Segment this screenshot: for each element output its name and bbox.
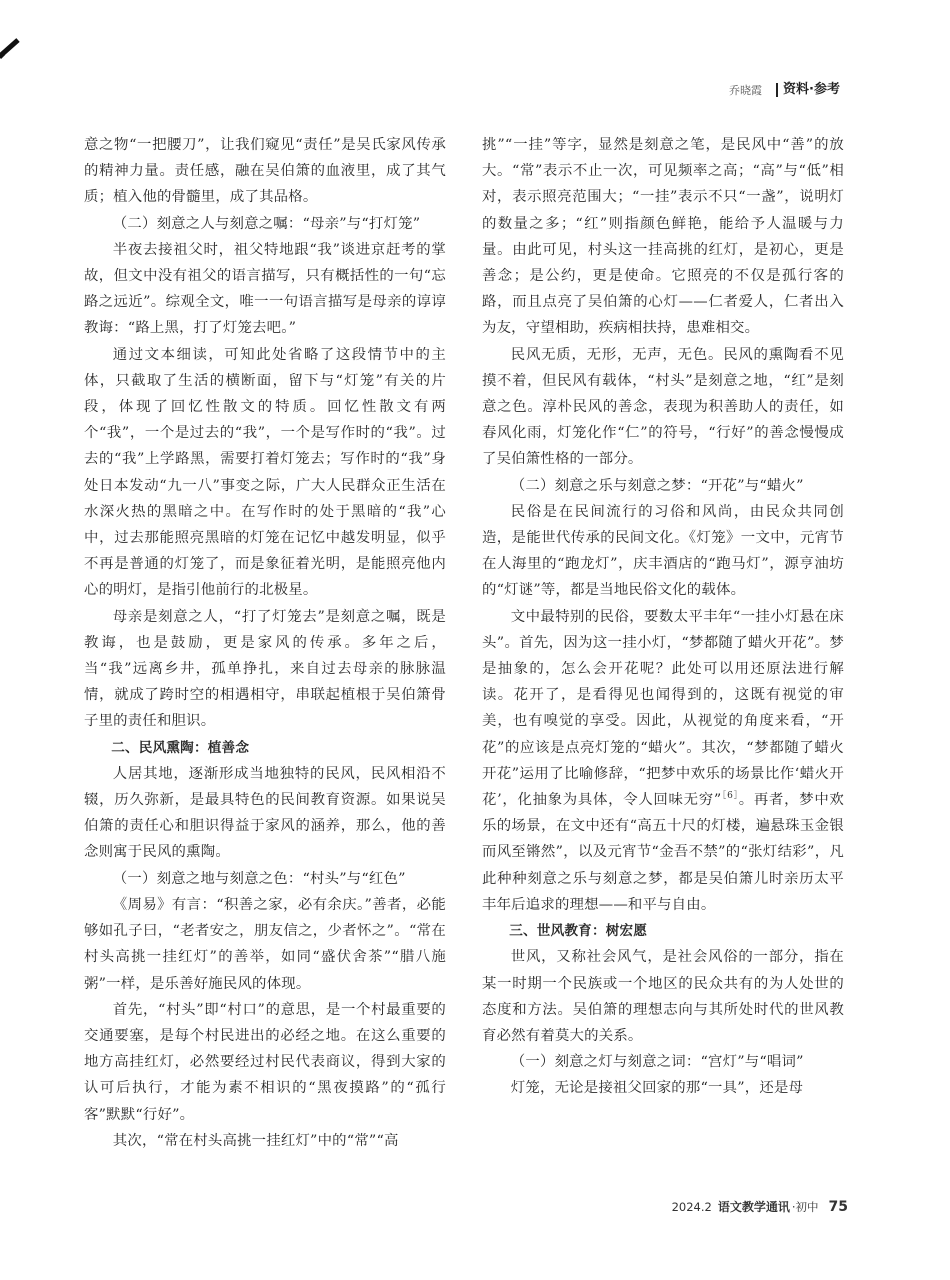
author-name: 乔晓霞 [729,84,763,97]
corner-crop-mark [0,36,20,66]
page-number: 75 [828,1199,848,1215]
section-heading: 二、民风熏陶：植善念 [111,739,250,756]
subsection-heading: （二）刻意之乐与刻意之梦：“开花”与“蜡火” [510,477,804,494]
citation-ref: ［6］ [721,791,739,802]
paragraph: 首先，“村头”即“村口”的意思，是一个村最重要的交通要塞，是每个村民进出的必经之地。在这么重要的地方高挂红灯，必然要经过村民代表商议，得到大家的认可后执行，才能为素不相识的“黑夜摸路”的“孤行客”默默“行好”。 [84,1001,446,1123]
paragraph: 其次，“常在村头高挑一挂红灯”中的“常”“高 [112,1132,399,1149]
subsection-heading: （一）刻意之灯与刻意之词：“宫灯”与“唱词” [510,1054,804,1071]
paragraph: 灯笼，无论是接祖父回家的那“一具”，还是母 [510,1080,804,1097]
paragraph: 民风无质，无形，无声，无色。民风的熏陶看不见摸不着，但民风有载体，“村头”是刻意之地，“红”是刻意之色。淳朴民风的善念，表现为积善助人的责任，如春风化雨，灯笼化作“仁”的符号，“行好”的善念慢慢成了吴伯箫性格的一部分。 [482,346,844,468]
left-column [84,132,446,1154]
paragraph: 半夜去接祖父时，祖父特地跟“我”谈进京赶考的掌故，但文中没有祖父的语言描写，只有概括性的一句“忘路之远近”。综观全文，唯一一句语言描写是母亲的谆谆教诲：“路上黑，打了灯笼去吧。” [84,241,446,337]
paragraph: 意之物“一把腰刀”，让我们窥见“责任”是吴氏家风传承的精神力量。责任感，融在吴伯箫的血液里，成了其气质；植入他的骨髓里，成了其品格。 [84,137,446,206]
subsection-heading: （一）刻意之地与刻意之色：“村头”与“红色” [112,870,406,887]
page-footer [672,1198,848,1215]
paragraph: 人居其地，逐渐形成当地独特的民风，民风相沿不辍，历久弥新，是最具特色的民间教育资源。如果说吴伯箫的责任心和胆识得益于家风的涵养，那么，他的善念则寓于民风的熏陶。 [84,765,446,861]
paragraph: 母亲是刻意之人，“打了灯笼去”是刻意之嘱，既是教诲，也是鼓励，更是家风的传承。多年之后，当“我”远离乡井，孤单挣扎，来自过去母亲的脉脉温情，就成了跨时空的相遇相守，串联起植根于吴伯箫骨子里的责任和胆识。 [84,608,446,730]
journal-level: ·初中 [791,1200,819,1214]
paragraph: 通过文本细读，可知此处省略了这段情节中的主体，只截取了生活的横断面，留下与“灯笼”有关的片段，体现了回忆性散文的特质。回忆性散文有两个“我”，一个是过去的“我”，一个是写作时的“我”。过去的“我”上学路黑，需要打着灯笼去；写作时的“我”身处日本发动“九一八”事变之际，广大人民群众正生活在水深火热的黑暗之中。在写作时的处于黑暗的“我”心中，过去那能照亮黑暗的灯笼在记忆中越发明显，似乎不再是普通的灯笼了，而是象征着光明，是能照亮他内心的明灯，是指引他前行的北极星。 [84,346,446,599]
paragraph: 挑”“一挂”等字，显然是刻意之笔，是民风中“善”的放大。“常”表示不止一次，可见频率之高；“高”与“低”相对，表示照亮范围大；“一挂”表示不只“一盏”，说明灯的数量之多；“红”则指颜色鲜艳，能给予人温暖与力量。由此可见，村头这一挂高挑的红灯，是初心，更是善念；是公约，更是使命。它照亮的不仅是孤行客的路，而且点亮了吴伯箫的心灯——仁者爱人，仁者出入为友，守望相助，疾病相扶持，患难相交。 [482,137,844,337]
right-column [482,132,844,1102]
section-tag: 资料·参考 [776,83,840,97]
running-head [729,82,840,98]
paragraph: 文中最特别的民俗，要数太平丰年“一挂小灯悬在床头”。首先，因为这一挂小灯，“梦都随了蜡火开花”。梦是抽象的，怎么会开花呢？此处可以用还原法进行解读。花开了，是看得见也闻得到的，这既有视觉的审美，也有嗅觉的享受。因此，从视觉的角度来看，“开花”的应该是点亮灯笼的“蜡火”。其次，“梦都随了蜡火开花”运用了比喻修辞，“把梦中欢乐的场景比作‘蜡火开花’，化抽象为具体，令人回味无穷”$^{[6]}$。再者，梦中欢乐的场景，在文中还有“高五十尺的灯楼，遍悬珠玉金银而风至锵然”，以及元宵节“金吾不禁”的“张灯结彩”，凡此种种刻意之乐与刻意之梦，都是吴伯箫儿时亲历太平丰年后追求的理想——和平与自由。 [482,608,845,913]
paragraph: 世风，又称社会风气，是社会风俗的一部分，指在某一时期一个民族或一个地区的民众共有的为人处世的态度和方法。吴伯箫的理想志向与其所处时代的世风教育必然有着莫大的关系。 [482,949,844,1044]
issue-number: 2024.2 [671,1200,712,1214]
paragraph: 《周易》有言：“积善之家，必有余庆。”善者，必能够如孔子曰，“老者安之，朋友信之，少者怀之”。“常在村头高挑一挂红灯”的善举，如同“盛伏舍茶”“腊八施粥”一样，是乐善好施民风的体现。 [84,896,446,992]
subsection-heading: （二）刻意之人与刻意之嘱：“母亲”与“打灯笼” [112,215,421,232]
section-heading: 三、世风教育：树宏愿 [509,923,648,940]
paragraph: 民俗是在民间流行的习俗和风尚，由民众共同创造，是能世代传承的民间文化。《灯笼》一文中，元宵节在人海里的“跑龙灯”，庆丰酒店的“跑马灯”，源亨油坊的“灯谜”等，都是当地民俗文化的载体。 [482,503,844,599]
journal-title: 语文教学通讯 [717,1200,790,1214]
